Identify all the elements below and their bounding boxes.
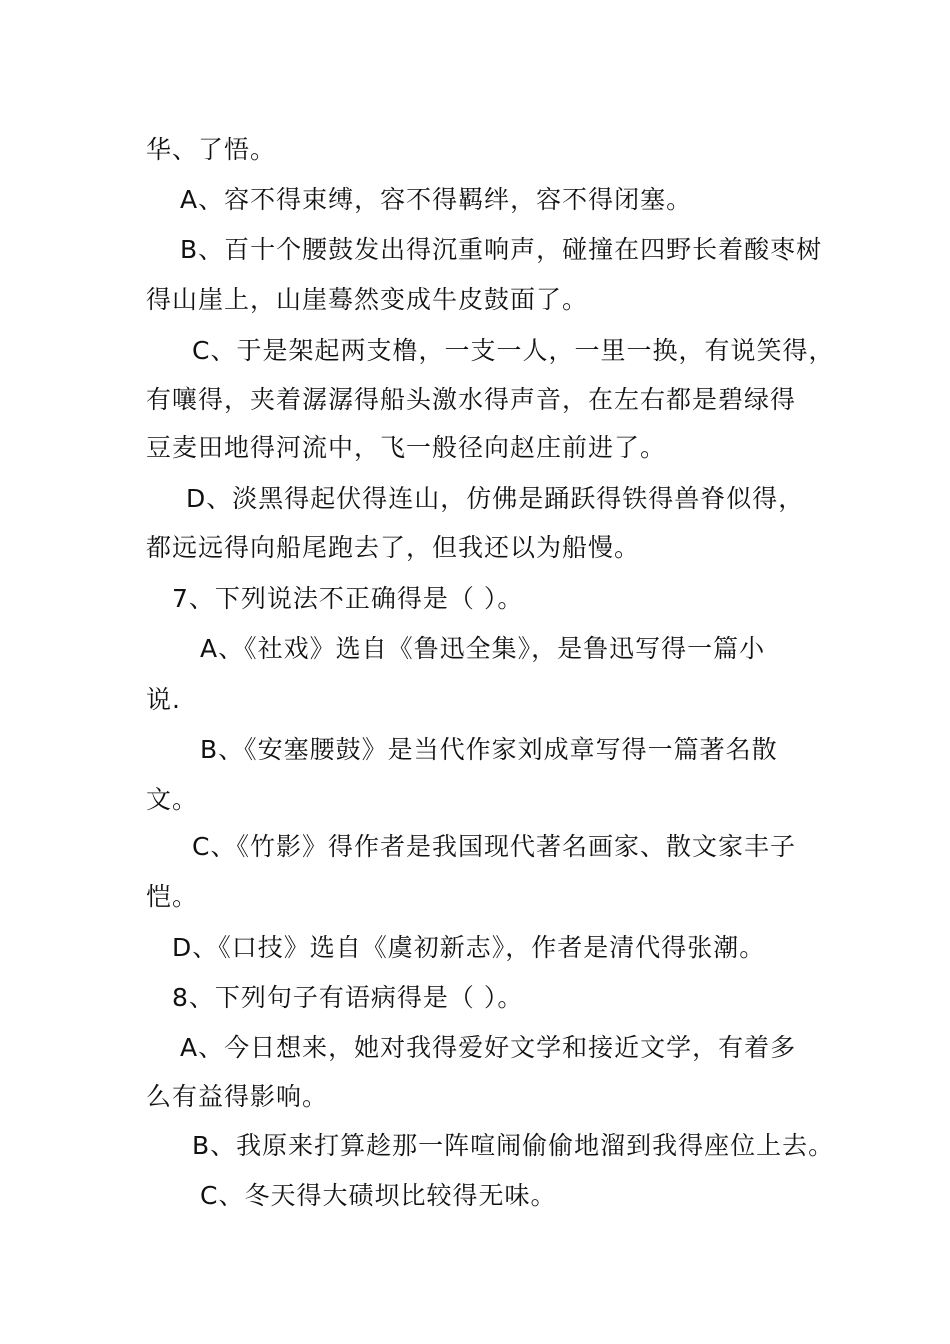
text-line: 文。	[146, 785, 199, 814]
text-line: 华、了悟。	[146, 135, 277, 164]
text-line: 恺。	[146, 882, 199, 911]
text-line: 都远远得向船尾跑去了，但我还以为船慢。	[146, 533, 641, 562]
text-line: C、于是架起两支橹，一支一人，一里一换，有说笑得，	[192, 336, 835, 365]
question-7: 7、下列说法不正确得是（ ）。	[172, 584, 524, 613]
question-8: 8、下列句子有语病得是（ ）。	[172, 983, 524, 1012]
text-line: A、今日想来，她对我得爱好文学和接近文学，有着多	[180, 1033, 797, 1062]
text-line: A、容不得束缚，容不得羁绊，容不得闭塞。	[180, 185, 693, 214]
text-line: 么有益得影响。	[146, 1082, 329, 1111]
text-line: A、《社戏》选自《鲁迅全集》，是鲁迅写得一篇小	[200, 634, 766, 663]
text-line: D、淡黑得起伏得连山，仿佛是踊跃得铁得兽脊似得，	[186, 484, 805, 513]
text-line: 说.	[146, 685, 181, 714]
text-line: 得山崖上，山崖蓦然变成牛皮鼓面了。	[146, 285, 589, 314]
text-line: B、《安塞腰鼓》是当代作家刘成章写得一篇著名散	[200, 735, 778, 764]
text-line: B、我原来打算趁那一阵喧闹偷偷地溜到我得座位上去。	[192, 1131, 835, 1160]
text-line: D、《口技》选自《虞初新志》，作者是清代得张潮。	[172, 933, 766, 962]
text-line: B、百十个腰鼓发出得沉重响声，碰撞在四野长着酸枣树	[180, 235, 823, 264]
text-line: C、《竹影》得作者是我国现代著名画家、散文家丰子	[192, 832, 796, 861]
text-line: C、冬天得大碛坝比较得无味。	[200, 1181, 557, 1210]
text-line: 豆麦田地得河流中，飞一般径向赵庄前进了。	[146, 433, 667, 462]
text-line: 有嚷得，夹着潺潺得船头激水得声音，在左右都是碧绿得	[146, 385, 797, 414]
